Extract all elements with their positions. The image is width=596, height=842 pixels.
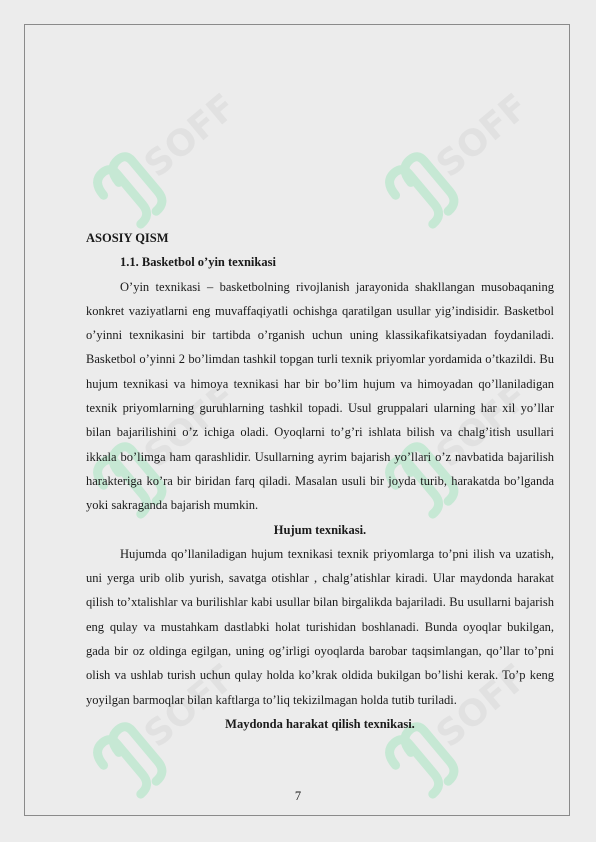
watermark-text: SOFF	[136, 376, 245, 476]
paragraph-game-technique: O’yin texnikasi – basketbolning rivojlanish jarayonida shakllangan musobaqaning konkret vaziyatlarni eng muvaffaqiyatli ochishga qaratilgan usullar yig’indisidir. Basketbol o’yinni texnikasini bir tartibda o’rganish uchun uning klassikafikatsiyadan foydaniladi. Basketbol o’yinni 2 bo’limdan tashkil topgan turli texnik priyomlar yordamida o’tkazildi. Bu hujum texnikasi va himoya texnikasi har bir bo’lim hujum va himoyadan qo’llaniladigan texnik priyomlarning guruhlarning tashkil topadi. Usul gruppalari ularning har xil yo’llar bilan bajarilishini o’z ichiga oladi. Oyoqlarni to’g’ri ishlata bilish va chalg’itish usullari ikkala bo’limga ham qarashlidir. Usullarning ayrim bajarish yo’llari o’z navbatida bajarilish harakteriga ko’ra bir biridan farq qiladi. Masalan usuli bir joyda turib, harakatda bo’lganda yoki sakraganda bajarish mumkin.	[86, 279, 554, 513]
document-body	[86, 226, 554, 736]
soff-logo-icon	[78, 86, 248, 220]
section-title: ASOSIY QISM	[86, 231, 169, 245]
heading-attack-technique: Hujum texnikasi.	[273, 522, 367, 537]
paragraph-attack-technique: Hujumda qo’llaniladigan hujum texnikasi texnik priyomlarga to’pni ilish va uzatish, uni yerga urib olib yurish, savatga otishlar , chalg’atishlar kiradi. Ular maydonda harakat qilish to’xtalishlar va burilishlar kabi usullar bilan birgalikda bajariladi. Bu usullarni bajarish eng qulay va mustahkam dastlabki holat turishidan boshlanadi. Bunda oyoqlar bukilgan, gada bir oz oldinga egilgan, uning og’irligi oyoqlarda barobar taqsimlangan, qo’llar to’pni olish va ushlab turish uchun qulay holda ko’krak oldida bukilgan bo’lishi kerak. To’p keng yoyilgan barmoqlar bilan kaftlarga to’liq tekizilmagan holda tutib turiladi.	[86, 546, 554, 707]
page-number: 7	[294, 789, 302, 803]
soff-logo-icon	[370, 86, 540, 220]
subsection-title: 1.1. Basketbol o’yin texnikasi	[120, 255, 276, 270]
watermark-text: SOFF	[136, 656, 245, 756]
watermark-text: SOFF	[136, 86, 245, 186]
watermark-text: SOFF	[428, 86, 537, 186]
watermark-text: SOFF	[428, 376, 537, 476]
heading-movement-technique: Maydonda harakat qilish texnikasi.	[225, 716, 415, 731]
watermark-text: SOFF	[428, 656, 537, 756]
